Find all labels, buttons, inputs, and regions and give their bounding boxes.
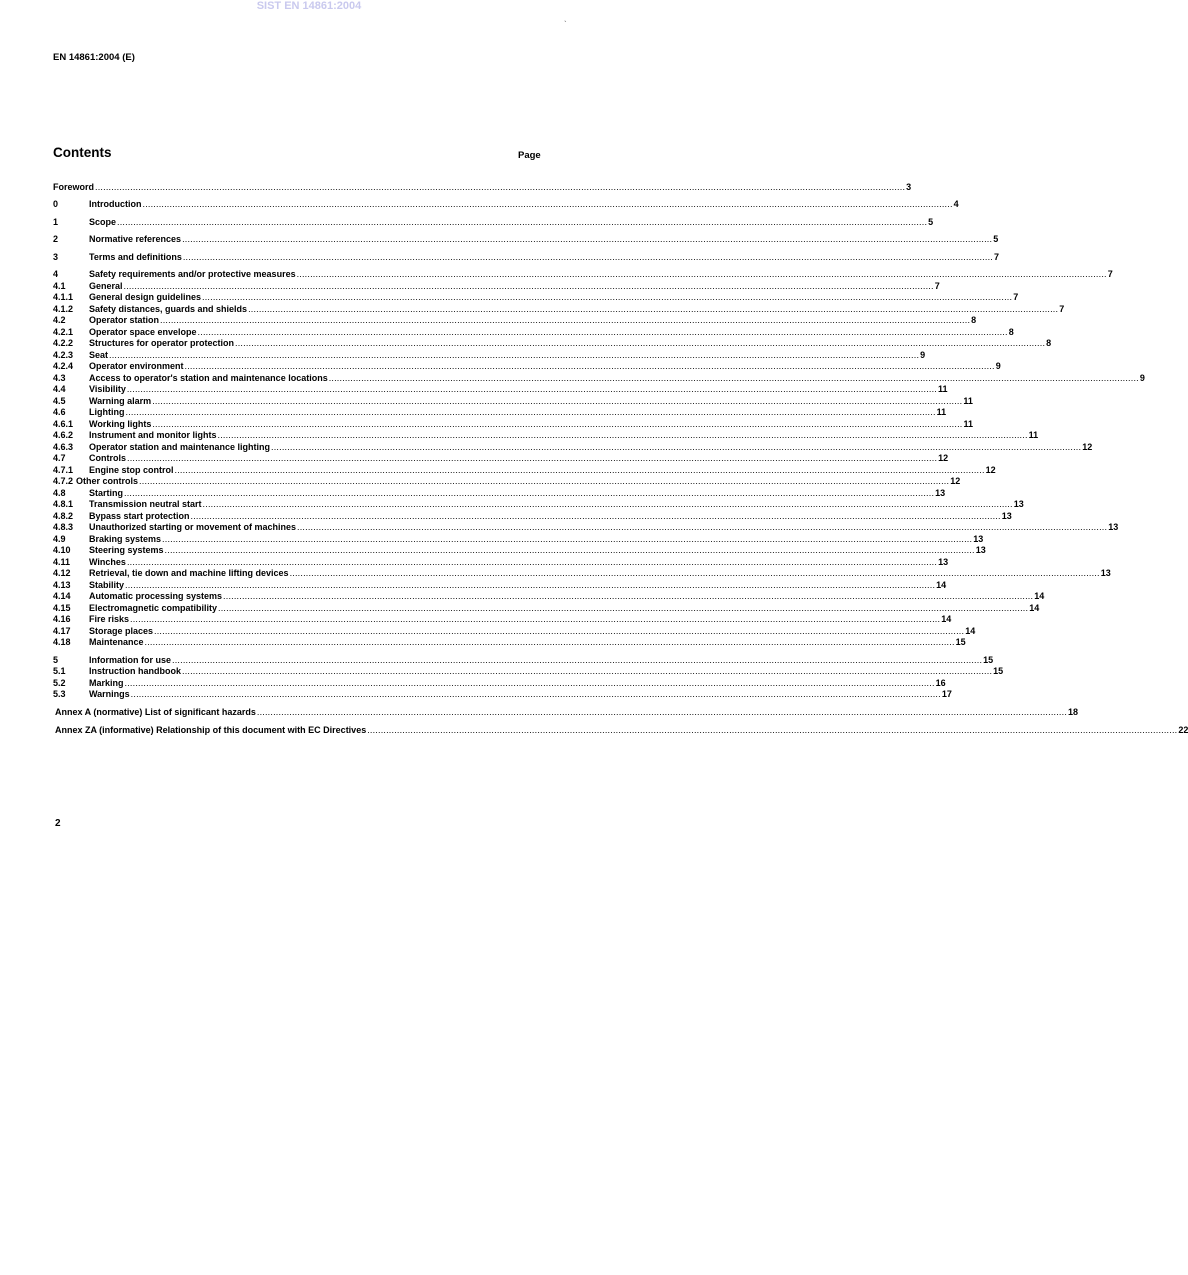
toc-entry-title: Operator space envelope xyxy=(89,327,197,337)
toc-entry-page: 12 xyxy=(938,453,949,463)
toc-entry-title: Working lights xyxy=(89,419,152,429)
toc-entry-title: Operator station xyxy=(89,315,160,325)
toc-entry-title: Electromagnetic compatibility xyxy=(89,603,218,613)
toc-entry[interactable] xyxy=(53,590,1045,602)
toc-entry[interactable] xyxy=(53,198,959,210)
toc-entry-number: 4.3 xyxy=(53,373,66,383)
toc-entry-title: Unauthorized starting or movement of machines xyxy=(89,522,297,532)
toc-entry-page: 13 xyxy=(938,557,949,567)
toc-entry-title: Foreword xyxy=(53,182,95,192)
dot-leader: ............................................................................................................................................................................................................................................................................................................ xyxy=(197,327,1008,337)
toc-entry-page: 13 xyxy=(935,488,946,498)
toc-entry-title: Introduction xyxy=(89,199,142,209)
dot-leader: ............................................................................................................................................................................................................................................................................................................ xyxy=(144,637,955,647)
toc-entry[interactable] xyxy=(53,544,986,556)
toc-entry-number: 4.8.2 xyxy=(53,511,74,521)
toc-entry-page: 13 xyxy=(1108,522,1119,532)
dot-leader: ............................................................................................................................................................................................................................................................................................................ xyxy=(95,182,906,192)
dot-leader: ............................................................................................................................................................................................................................................................................................................ xyxy=(152,419,963,429)
dot-leader: ............................................................................................................................................................................................................................................................................................................ xyxy=(174,465,985,475)
toc-entry-title: Controls xyxy=(89,453,126,463)
toc-entry[interactable] xyxy=(53,406,947,418)
toc-entry-page: 8 xyxy=(1008,327,1014,337)
toc-entry-number: 1 xyxy=(53,217,59,227)
toc-entry-page: 4 xyxy=(953,199,959,209)
toc-entry-number: 4.4 xyxy=(53,384,66,394)
dot-leader: ............................................................................................................................................................................................................................................................................................................ xyxy=(124,488,935,498)
dot-leader: ............................................................................................................................................................................................................................................................................................................ xyxy=(130,689,941,699)
toc-entry[interactable] xyxy=(53,360,1001,372)
dot-leader: ............................................................................................................................................................................................................................................................................................................ xyxy=(296,269,1107,279)
toc-entry[interactable] xyxy=(53,452,949,464)
toc-entry-page: 8 xyxy=(971,315,977,325)
toc-entry-title: Transmission neutral start xyxy=(89,499,202,509)
dot-leader: ............................................................................................................................................................................................................................................................................................................ xyxy=(182,252,993,262)
toc-entry[interactable] xyxy=(55,706,1079,718)
toc-entry-title: Warnings xyxy=(89,689,130,699)
toc-entry-number: 4.15 xyxy=(53,603,71,613)
toc-entry-title: Engine stop control xyxy=(89,465,174,475)
toc-entry-number: 4 xyxy=(53,269,59,279)
toc-entry-page: 12 xyxy=(985,465,996,475)
dot-leader: ............................................................................................................................................................................................................................................................................................................ xyxy=(152,396,963,406)
toc-entry[interactable] xyxy=(53,181,912,193)
dot-leader: ............................................................................................................................................................................................................................................................................................................ xyxy=(125,580,936,590)
toc-entry-number: 4.6.1 xyxy=(53,419,74,429)
toc-entry-number: 4.8.3 xyxy=(53,522,74,532)
toc-entry-number: 4.17 xyxy=(53,626,71,636)
toc-entry-page: 7 xyxy=(994,252,1000,262)
toc-entry-page: 5 xyxy=(993,234,999,244)
toc-entry[interactable] xyxy=(53,268,1113,280)
toc-entry-title: Instrument and monitor lights xyxy=(89,430,217,440)
toc-entry-page: 15 xyxy=(983,655,994,665)
toc-entry-number: 4.6.2 xyxy=(53,430,74,440)
dot-leader: ............................................................................................................................................................................................................................................................................................................ xyxy=(127,453,938,463)
toc-entry-number: 4.12 xyxy=(53,568,71,578)
toc-entry[interactable] xyxy=(53,521,1119,533)
toc-entry-page: 9 xyxy=(1139,373,1145,383)
toc-entry[interactable] xyxy=(53,251,1000,263)
toc-entry[interactable] xyxy=(53,314,977,326)
toc-entry-page: 5 xyxy=(928,217,934,227)
toc-entry[interactable] xyxy=(53,291,1019,303)
toc-entry-page: 14 xyxy=(1029,603,1040,613)
toc-entry-number: 4.2.1 xyxy=(53,327,74,337)
toc-entry-title: Automatic processing systems xyxy=(89,591,223,601)
toc-entry-page: 11 xyxy=(963,419,974,429)
toc-entry-page: 13 xyxy=(975,545,986,555)
toc-entry-number: 4.7.2 xyxy=(53,476,74,486)
toc-entry-number: 4.10 xyxy=(53,545,71,555)
toc-entry-page: 13 xyxy=(1100,568,1111,578)
toc-entry-title: Visibility xyxy=(89,384,126,394)
toc-entry-title: General xyxy=(89,281,123,291)
dot-leader: ............................................................................................................................................................................................................................................................................................................ xyxy=(126,557,938,567)
toc-entry[interactable] xyxy=(53,429,1039,441)
document-id: EN 14861:2004 (E) xyxy=(53,52,135,63)
toc-entry-number: 3 xyxy=(53,252,59,262)
dot-leader: ............................................................................................................................................................................................................................................................................................................ xyxy=(297,522,1108,532)
dot-leader: ............................................................................................................................................................................................................................................................................................................ xyxy=(160,315,971,325)
dot-leader: ............................................................................................................................................................................................................................................................................................................ xyxy=(218,603,1029,613)
dot-leader: ............................................................................................................................................................................................................................................................................................................ xyxy=(142,199,953,209)
toc-entry-page: 15 xyxy=(955,637,966,647)
toc-entry-page: 14 xyxy=(936,580,947,590)
toc-entry-number: 5.1 xyxy=(53,666,66,676)
toc-entry-page: 13 xyxy=(1001,511,1012,521)
toc-entry-title: Scope xyxy=(89,217,117,227)
toc-entry[interactable] xyxy=(53,665,1004,677)
toc-entry-page: 7 xyxy=(934,281,940,291)
toc-entry-page: 22 xyxy=(1178,725,1188,735)
toc-entry-number: 4.6 xyxy=(53,407,66,417)
dot-leader: ............................................................................................................................................................................................................................................................................................................ xyxy=(202,499,1013,509)
toc-entry-number: 4.13 xyxy=(53,580,71,590)
toc-entry-title: Instruction handbook xyxy=(89,666,181,676)
toc-entry-page: 18 xyxy=(1068,707,1079,717)
toc-entry-number: 5.3 xyxy=(53,689,66,699)
toc-entry-page: 3 xyxy=(906,182,912,192)
dot-leader: ............................................................................................................................................................................................................................................................................................................ xyxy=(130,614,941,624)
dot-leader: ............................................................................................................................................................................................................................................................................................................ xyxy=(125,407,936,417)
toc-entry-title: Structures for operator protection xyxy=(89,338,235,348)
toc-entry-number: 4.1.2 xyxy=(53,304,74,314)
toc-entry-title: General design guidelines xyxy=(89,292,202,302)
toc-entry-number: 4.8.1 xyxy=(53,499,74,509)
dot-leader: ............................................................................................................................................................................................................................................................................................................ xyxy=(190,511,1001,521)
toc-entry-page: 8 xyxy=(1046,338,1052,348)
toc-entry-number: 4.2.3 xyxy=(53,350,74,360)
toc-entry-title: Maintenance xyxy=(89,637,144,647)
toc-entry-page: 16 xyxy=(935,678,946,688)
page-number: 2 xyxy=(55,818,61,829)
dot-leader: ............................................................................................................................................................................................................................................................................................................ xyxy=(202,292,1013,302)
stray-mark: ` xyxy=(564,20,567,29)
watermark: SIST EN 14861:2004 xyxy=(256,0,362,12)
dot-leader: ............................................................................................................................................................................................................................................................................................................ xyxy=(117,217,928,227)
dot-leader: ............................................................................................................................................................................................................................................................................................................ xyxy=(164,545,975,555)
toc-entry-number: 4.2.2 xyxy=(53,338,74,348)
toc-entry-title: Access to operator's station and maintenance locations xyxy=(89,373,328,383)
toc-entry-page: 7 xyxy=(1013,292,1019,302)
toc-entry-page: 12 xyxy=(1082,442,1093,452)
dot-leader: ............................................................................................................................................................................................................................................................................................................ xyxy=(184,361,995,371)
toc-entry[interactable] xyxy=(53,613,952,625)
toc-entry-title: Fire risks xyxy=(89,614,130,624)
toc-entry[interactable] xyxy=(53,337,1052,349)
toc-entry-title: Marking xyxy=(89,678,124,688)
toc-entry-number: 4.5 xyxy=(53,396,66,406)
toc-entry-number: 4.7 xyxy=(53,453,66,463)
dot-leader: ............................................................................................................................................................................................................................................................................................................ xyxy=(123,281,934,291)
dot-leader: ............................................................................................................................................................................................................................................................................................................ xyxy=(162,534,973,544)
toc-entry-page: 17 xyxy=(941,689,952,699)
toc-entry-page: 14 xyxy=(941,614,952,624)
toc-entry-number: 5.2 xyxy=(53,678,66,688)
page-column-label: Page xyxy=(518,150,541,161)
toc-entry-title: Braking systems xyxy=(89,534,162,544)
dot-leader: ............................................................................................................................................................................................................................................................................................................ xyxy=(367,725,1178,735)
toc-entry-number: 4.2 xyxy=(53,315,66,325)
dot-leader: ............................................................................................................................................................................................................................................................................................................ xyxy=(109,350,920,360)
toc-entry-page: 11 xyxy=(963,396,973,406)
toc-entry-number: 4.6.3 xyxy=(53,442,74,452)
dot-leader: ............................................................................................................................................................................................................................................................................................................ xyxy=(271,442,1082,452)
toc-entry[interactable] xyxy=(53,233,999,245)
dot-leader: ............................................................................................................................................................................................................................................................................................................ xyxy=(172,655,983,665)
toc-entry-title: Retrieval, tie down and machine lifting devices xyxy=(89,568,289,578)
dot-leader: ............................................................................................................................................................................................................................................................................................................ xyxy=(217,430,1028,440)
toc-entry[interactable] xyxy=(53,216,934,228)
toc-entry-title: Lighting xyxy=(89,407,125,417)
toc-entry-page: 7 xyxy=(1107,269,1113,279)
contents-title: Contents xyxy=(53,145,112,160)
dot-leader: ............................................................................................................................................................................................................................................................................................................ xyxy=(139,476,950,486)
toc-entry-number: 4.1.1 xyxy=(53,292,74,302)
toc-entry[interactable] xyxy=(53,475,961,487)
dot-leader: ............................................................................................................................................................................................................................................................................................................ xyxy=(182,234,993,244)
toc-entry-page: 9 xyxy=(920,350,926,360)
toc-entry-page: 14 xyxy=(1034,591,1045,601)
toc-entry-page: 15 xyxy=(993,666,1004,676)
toc-entry-page: 14 xyxy=(965,626,976,636)
toc-entry-page: 11 xyxy=(936,407,947,417)
toc-entry-page: 13 xyxy=(973,534,984,544)
dot-leader: ............................................................................................................................................................................................................................................................................................................ xyxy=(289,568,1100,578)
toc-entry-page: 13 xyxy=(1013,499,1024,509)
toc-entry-title: Annex A (normative) List of significant hazards xyxy=(55,707,256,717)
toc-entry-title: Operator station and maintenance lighting xyxy=(89,442,271,452)
toc-entry-page: 12 xyxy=(950,476,961,486)
toc-entry-number: 2 xyxy=(53,234,59,244)
toc-entry-title: Winches xyxy=(89,557,126,567)
toc-entry[interactable] xyxy=(55,724,1188,736)
toc-entry-number: 4.16 xyxy=(53,614,71,624)
toc-entry-number: 4.1 xyxy=(53,281,66,291)
toc-entry-number: 4.7.1 xyxy=(53,465,74,475)
toc-entry[interactable] xyxy=(53,383,948,395)
dot-leader: ............................................................................................................................................................................................................................................................................................................ xyxy=(235,338,1046,348)
dot-leader: ............................................................................................................................................................................................................................................................................................................ xyxy=(223,591,1034,601)
toc-entry-number: 5 xyxy=(53,655,59,665)
dot-leader: ............................................................................................................................................................................................................................................................................................................ xyxy=(328,373,1139,383)
toc-entry-number: 4.2.4 xyxy=(53,361,74,371)
toc-entry-title: Warning alarm xyxy=(89,396,152,406)
toc-entry-number: 4.9 xyxy=(53,534,66,544)
toc-entry-title: Terms and definitions xyxy=(89,252,182,262)
dot-leader: ............................................................................................................................................................................................................................................................................................................ xyxy=(126,384,938,394)
toc-entry-page: 9 xyxy=(995,361,1001,371)
toc-entry-page: 11 xyxy=(938,384,948,394)
toc-entry-number: 4.8 xyxy=(53,488,66,498)
toc-entry-title: Annex ZA (informative) Relationship of this document with EC Directives xyxy=(55,725,367,735)
toc-entry-number: 4.11 xyxy=(53,557,71,567)
toc-entry-number: 4.18 xyxy=(53,637,71,647)
toc-entry-title: Starting xyxy=(89,488,124,498)
toc-entry-title: Steering systems xyxy=(89,545,164,555)
dot-leader: ............................................................................................................................................................................................................................................................................................................ xyxy=(182,666,993,676)
dot-leader: ............................................................................................................................................................................................................................................................................................................ xyxy=(248,304,1059,314)
toc-entry-title: Other controls xyxy=(76,476,139,486)
toc-entry[interactable] xyxy=(53,567,1111,579)
toc-entry-number: 0 xyxy=(53,199,59,209)
dot-leader: ............................................................................................................................................................................................................................................................................................................ xyxy=(256,707,1068,717)
toc-entry-title: Operator environment xyxy=(89,361,184,371)
toc-entry-title: Stability xyxy=(89,580,125,590)
toc-entry[interactable] xyxy=(53,636,966,648)
toc-entry-title: Bypass start protection xyxy=(89,511,190,521)
toc-entry-page: 11 xyxy=(1028,430,1039,440)
toc-entry-page: 7 xyxy=(1059,304,1065,314)
toc-entry[interactable] xyxy=(53,498,1024,510)
dot-leader: ............................................................................................................................................................................................................................................................................................................ xyxy=(124,678,935,688)
toc-entry-title: Seat xyxy=(89,350,109,360)
dot-leader: ............................................................................................................................................................................................................................................................................................................ xyxy=(154,626,965,636)
toc-entry-title: Normative references xyxy=(89,234,182,244)
toc-entry-number: 4.14 xyxy=(53,591,71,601)
toc-entry-title: Safety requirements and/or protective measures xyxy=(89,269,296,279)
toc-entry[interactable] xyxy=(53,688,952,700)
toc-entry-title: Safety distances, guards and shields xyxy=(89,304,248,314)
toc-entry-title: Storage places xyxy=(89,626,154,636)
toc-entry-title: Information for use xyxy=(89,655,172,665)
